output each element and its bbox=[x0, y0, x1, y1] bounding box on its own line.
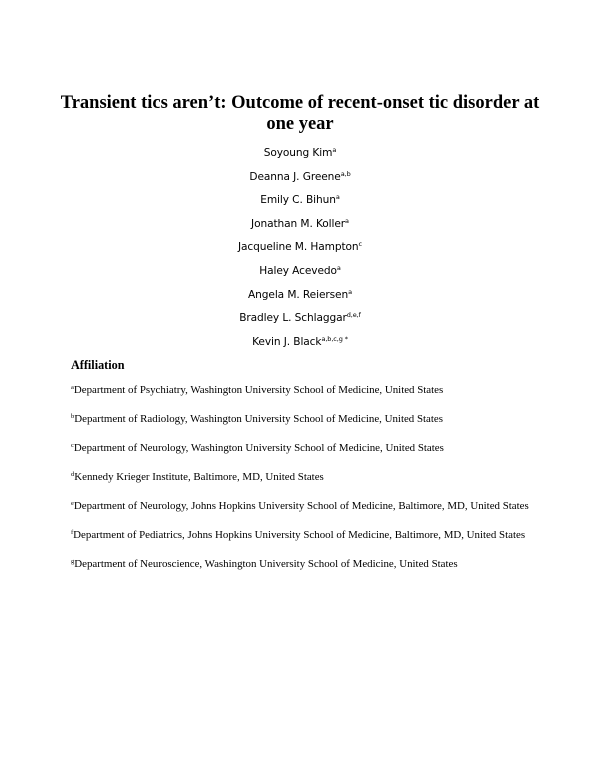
author-list bbox=[0, 146, 600, 358]
affiliation-heading: Affiliation bbox=[71, 358, 125, 372]
author bbox=[0, 288, 600, 312]
affiliation bbox=[71, 409, 541, 431]
author-affiliation-marker: a bbox=[332, 146, 337, 154]
author bbox=[0, 217, 600, 241]
affiliation bbox=[71, 496, 541, 518]
affiliation-marker: f bbox=[71, 529, 74, 536]
author bbox=[0, 311, 600, 335]
author-name: Emily C. Bihun bbox=[260, 194, 336, 207]
author-name: Jacqueline M. Hampton bbox=[238, 241, 359, 254]
author-name: Soyoung Kim bbox=[263, 147, 333, 159]
author-affiliation-marker: d,e,f bbox=[346, 311, 361, 320]
affiliation bbox=[71, 525, 541, 547]
author-name: Jonathan M. Koller bbox=[251, 217, 346, 230]
affiliation bbox=[71, 554, 541, 576]
author-name: Angela M. Reiersen bbox=[248, 288, 349, 301]
author-affiliation-marker: a bbox=[345, 216, 349, 225]
author-name: Kevin J. Black bbox=[252, 335, 322, 348]
author-name: Haley Acevedo bbox=[259, 264, 337, 277]
author-name: Deanna J. Greene bbox=[249, 170, 341, 183]
affiliation-marker: e bbox=[71, 500, 74, 507]
affiliation-list bbox=[71, 380, 541, 583]
affiliation-marker: c bbox=[71, 442, 74, 449]
author bbox=[0, 335, 600, 359]
author-affiliation-marker: a bbox=[336, 263, 341, 272]
author-name: Bradley L. Schlaggar bbox=[239, 312, 347, 325]
affiliation bbox=[71, 467, 541, 489]
affiliation bbox=[71, 438, 541, 460]
author bbox=[0, 193, 600, 217]
affiliation-marker: b bbox=[71, 413, 75, 420]
affiliation-marker: d bbox=[71, 471, 75, 478]
affiliation bbox=[71, 380, 541, 402]
author bbox=[0, 240, 600, 264]
author-affiliation-marker: c bbox=[358, 240, 362, 249]
affiliation-text: Department of Neurology, Washington University School of Medicine, United States bbox=[73, 442, 444, 454]
affiliation-text: Department of Pediatrics, Johns Hopkins University School of Medicine, Baltimore, MD, United States bbox=[73, 529, 526, 541]
affiliation-text: Department of Neuroscience, Washington University School of Medicine, United States bbox=[74, 558, 458, 570]
author bbox=[0, 264, 600, 288]
affiliation-marker: a bbox=[71, 384, 74, 391]
affiliation-text: Kennedy Krieger Institute, Baltimore, MD, United States bbox=[74, 471, 324, 483]
author-affiliation-marker: a,b,c,g * bbox=[321, 334, 348, 343]
paper-title: Transient tics aren’t: Outcome of recent-onset tic disorder at one year bbox=[60, 93, 540, 134]
author bbox=[0, 146, 600, 170]
author-affiliation-marker: a,b bbox=[340, 169, 351, 178]
author bbox=[0, 170, 600, 194]
author-affiliation-marker: a bbox=[335, 193, 340, 202]
affiliation-text: Department of Psychiatry, Washington University School of Medicine, United States bbox=[73, 384, 444, 396]
affiliation-marker: g bbox=[71, 558, 75, 565]
affiliation-text: Department of Neurology, Johns Hopkins University School of Medicine, Baltimore, MD, United States bbox=[73, 500, 529, 512]
affiliation-text: Department of Radiology, Washington University School of Medicine, United States bbox=[74, 413, 443, 425]
author-affiliation-marker: a bbox=[348, 287, 352, 296]
